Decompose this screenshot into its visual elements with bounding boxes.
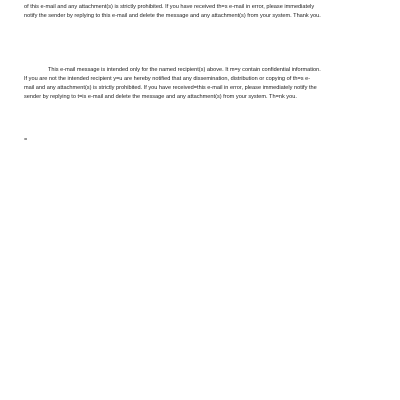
paragraph-line: If you are not the intended recipient y=u are hereby notified that any dissemination, distribution or copying of th=s e- <box>24 76 311 82</box>
paragraph-line: of this e-mail and any attachment(s) is strictly prohibited. If you have received th=s e-mail in error, please immediately <box>24 4 315 10</box>
paragraph-line: notify the sender by replying to this e-mail and delete the message and any attachment(s) from your system. Thank you. <box>24 13 321 19</box>
stray-equals-mark: = <box>24 137 28 143</box>
paragraph-line: sender by replying to t=is e-mail and delete the message and any attachment(s) from your system. Th=nk you. <box>24 94 297 100</box>
paragraph-line: This e-mail message is intended only for the named recipient(s) above. It m=y contain confidential information. <box>48 67 321 73</box>
disclaimer-paragraph-1 <box>24 0 378 21</box>
paragraph-line: mail and any attachment(s) is strictly prohibited. If you have received=this e-mail in error, please immediately notify the <box>24 85 317 91</box>
disclaimer-paragraph-2 <box>24 66 376 102</box>
